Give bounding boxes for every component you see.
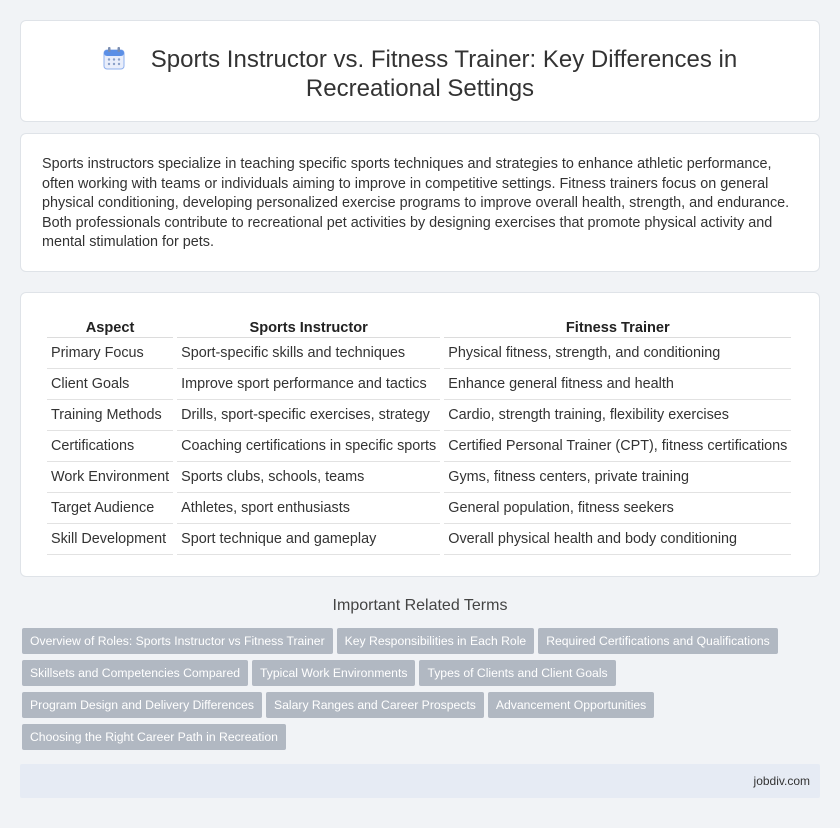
- cell-sports-instructor: Sport-specific skills and techniques: [177, 338, 440, 369]
- table-row: [47, 431, 791, 462]
- cell-fitness-trainer: Cardio, strength training, flexibility exercises: [444, 400, 791, 431]
- cell-fitness-trainer: Overall physical health and body conditioning: [444, 524, 791, 555]
- related-tag[interactable]: Typical Work Environments: [252, 660, 415, 686]
- cell-fitness-trainer: Enhance general fitness and health: [444, 369, 791, 400]
- table-row: [47, 493, 791, 524]
- table-row: [47, 369, 791, 400]
- cell-sports-instructor: Drills, sport-specific exercises, strategy: [177, 400, 440, 431]
- cell-aspect: Client Goals: [47, 369, 173, 400]
- intro-card: [20, 133, 820, 272]
- comparison-table: [43, 313, 795, 555]
- cell-aspect: Training Methods: [47, 400, 173, 431]
- cell-sports-instructor: Coaching certifications in specific sports: [177, 431, 440, 462]
- table-header-row: [47, 313, 791, 338]
- related-tag[interactable]: Required Certifications and Qualifications: [538, 628, 778, 654]
- related-tag[interactable]: Choosing the Right Career Path in Recreation: [22, 724, 286, 750]
- cell-fitness-trainer: Certified Personal Trainer (CPT), fitness certifications: [444, 431, 791, 462]
- table-row: [47, 338, 791, 369]
- related-terms-title: Important Related Terms: [332, 597, 508, 614]
- cell-aspect: Skill Development: [47, 524, 173, 555]
- cell-sports-instructor: Improve sport performance and tactics: [177, 369, 440, 400]
- table-row: [47, 400, 791, 431]
- header-aspect: Aspect: [47, 313, 173, 338]
- cell-aspect: Certifications: [47, 431, 173, 462]
- cell-sports-instructor: Sports clubs, schools, teams: [177, 462, 440, 493]
- related-tag[interactable]: Program Design and Delivery Differences: [22, 692, 262, 718]
- title-card: [20, 20, 820, 122]
- related-tag[interactable]: Key Responsibilities in Each Role: [337, 628, 535, 654]
- related-tag[interactable]: Skillsets and Competencies Compared: [22, 660, 248, 686]
- cell-aspect: Target Audience: [47, 493, 173, 524]
- header-fitness-trainer: Fitness Trainer: [444, 313, 791, 338]
- cell-sports-instructor: Sport technique and gameplay: [177, 524, 440, 555]
- title-line-1: Sports Instructor vs. Fitness Trainer: Key Differences in: [150, 46, 738, 73]
- cell-fitness-trainer: Physical fitness, strength, and conditioning: [444, 338, 791, 369]
- page-title: [21, 45, 819, 103]
- cell-fitness-trainer: General population, fitness seekers: [444, 493, 791, 524]
- table-row: [47, 524, 791, 555]
- table-row: [47, 462, 791, 493]
- comparison-card: [20, 292, 820, 577]
- cell-sports-instructor: Athletes, sport enthusiasts: [177, 493, 440, 524]
- related-terms-tags: [22, 628, 802, 756]
- footer-site-link[interactable]: jobdiv.com: [753, 774, 810, 788]
- related-tag[interactable]: Advancement Opportunities: [488, 692, 654, 718]
- title-line-2: Recreational Settings: [305, 75, 535, 102]
- related-tag[interactable]: Salary Ranges and Career Prospects: [266, 692, 484, 718]
- header-sports-instructor: Sports Instructor: [177, 313, 440, 338]
- footer: [20, 764, 820, 798]
- related-tag[interactable]: Types of Clients and Client Goals: [419, 660, 615, 686]
- cell-aspect: Work Environment: [47, 462, 173, 493]
- intro-paragraph: Sports instructors specialize in teaching specific sports techniques and strategies to enhance athletic performance, often working with teams or individuals aiming to improve in competitive settings. Fitness trainers focus on general physical conditioning, developing personalized exercise programs to improve overall health, strength, and endurance. Both professionals contribute to recreational pet activities by designing exercises that promote physical activity and mental stimulation for pets.: [42, 156, 790, 250]
- cell-fitness-trainer: Gyms, fitness centers, private training: [444, 462, 791, 493]
- related-tag[interactable]: Overview of Roles: Sports Instructor vs Fitness Trainer: [22, 628, 333, 654]
- calendar-icon: [103, 46, 125, 70]
- cell-aspect: Primary Focus: [47, 338, 173, 369]
